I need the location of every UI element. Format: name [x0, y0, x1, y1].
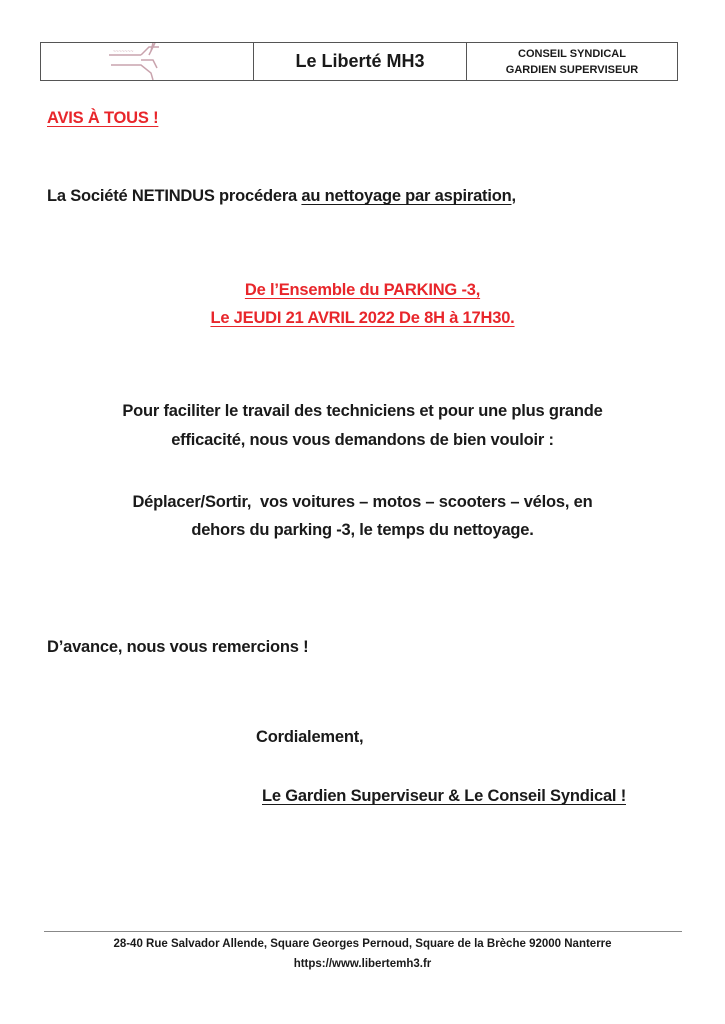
para2-line1: Déplacer/Sortir, vos voitures – motos – scooters – vélos, en: [132, 493, 593, 511]
red-line-2: Le JEUDI 21 AVRIL 2022 De 8H à 17H30.: [210, 309, 515, 327]
notice-heading: AVIS À TOUS !: [47, 109, 159, 127]
para2-line2: dehors du parking -3, le temps du nettoyage.: [191, 521, 534, 539]
svg-text:~~~~~~~: ~~~~~~~: [113, 49, 134, 55]
footer-url: https://www.libertemh3.fr: [293, 958, 432, 970]
header-right-line2: GARDIEN SUPERVISEUR: [505, 63, 639, 76]
building-logo-icon: [41, 43, 253, 80]
thanks-text: D’avance, nous vous remercions !: [47, 638, 309, 656]
footer-address: 28-40 Rue Salvador Allende, Square Georges Pernoud, Square de la Brèche 92000 Nanterre: [113, 938, 612, 950]
footer-divider: [44, 931, 682, 932]
intro-suffix: ,: [511, 187, 516, 205]
header-table: [40, 42, 678, 81]
header-title: Le Liberté MH3: [254, 43, 467, 80]
header-right-line1: CONSEIL SYNDICAL: [518, 47, 626, 60]
para1-line1: Pour faciliter le travail des techniciens et pour une plus grande: [122, 402, 603, 420]
para1-line2: efficacité, nous vous demandons de bien vouloir :: [171, 431, 554, 449]
closing-text: Cordialement,: [256, 728, 364, 746]
signature-text: Le Gardien Superviseur & Le Conseil Syndical !: [262, 787, 626, 805]
intro-underlined: au nettoyage par aspiration: [301, 187, 512, 205]
intro-text: [47, 187, 516, 206]
red-line-1: De l’Ensemble du PARKING -3,: [244, 281, 481, 299]
logo-cell: [41, 43, 254, 80]
header-organization: [467, 43, 677, 80]
intro-prefix: La Société NETINDUS procédera: [47, 187, 302, 205]
